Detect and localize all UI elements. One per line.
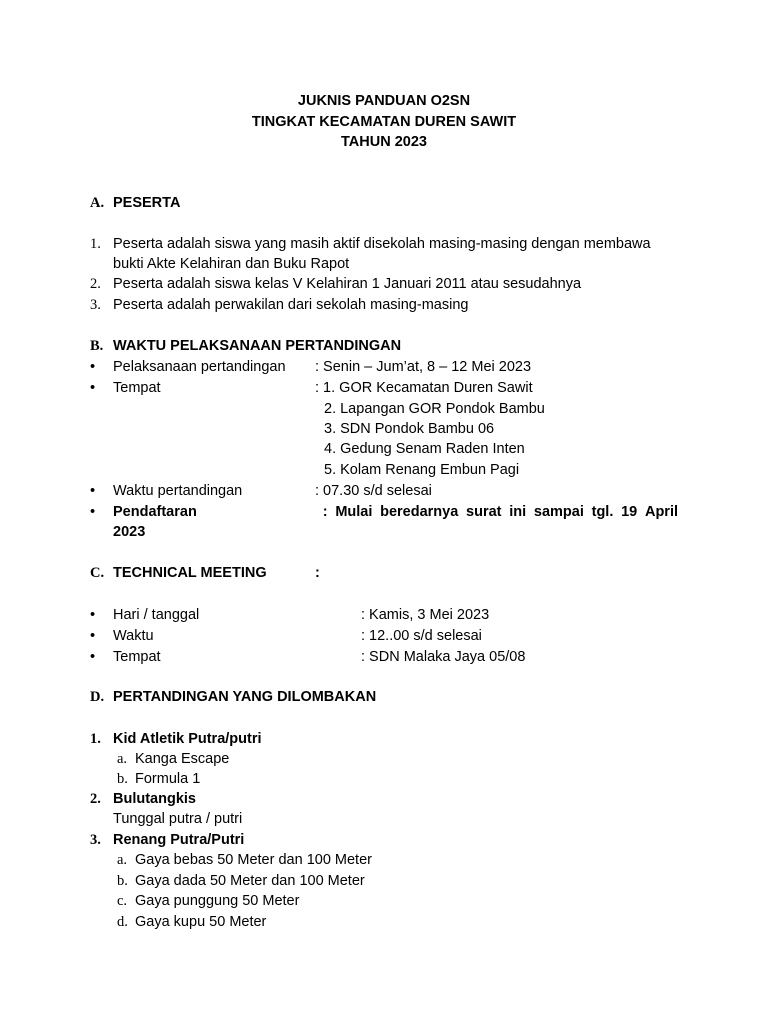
event-3-sub-a-marker: a. [117, 852, 128, 868]
event-1-name: Kid Atletik Putra/putri [113, 731, 262, 747]
event-3-name: Renang Putra/Putri [113, 832, 245, 848]
section-d-marker: D. [90, 689, 105, 705]
pendaftaran-label: Pendaftaran [113, 504, 197, 520]
event-1-sub-a: Kanga Escape [135, 751, 230, 767]
hari-tanggal-label: Hari / tanggal [113, 607, 200, 623]
waktu-label: Waktu [113, 628, 154, 644]
event-3-sub-d: Gaya kupu 50 Meter [135, 914, 267, 930]
bullet-icon: • [90, 380, 96, 396]
doc-title-line1: JUKNIS PANDUAN O2SN [297, 93, 471, 109]
pendaftaran-word: tgl. [591, 504, 614, 520]
pendaftaran-word: Mulai [335, 504, 373, 520]
event-1-sub-b: Formula 1 [135, 771, 201, 787]
event-3-sub-a: Gaya bebas 50 Meter dan 100 Meter [135, 852, 372, 868]
bullet-icon: • [90, 628, 96, 644]
bullet-icon: • [90, 483, 96, 499]
pendaftaran-line [113, 502, 678, 522]
pendaftaran-cont: 2023 [113, 524, 146, 540]
section-b-marker: B. [90, 338, 104, 354]
bullet-icon: • [90, 504, 96, 520]
event-3-sub-d-marker: d. [117, 914, 128, 930]
bullet-icon: • [90, 649, 96, 665]
doc-title-line3: TAHUN 2023 [341, 134, 427, 150]
tempat-meeting-label: Tempat [113, 649, 161, 665]
section-d-heading: PERTANDINGAN YANG DILOMBAKAN [113, 689, 377, 705]
pendaftaran-word: surat [466, 504, 502, 520]
venue-3: 3. SDN Pondok Bambu 06 [324, 421, 495, 437]
pendaftaran-word: April [644, 504, 678, 520]
event-2-name: Bulutangkis [113, 791, 196, 807]
section-a-item-2-text: Peserta adalah siswa kelas V Kelahiran 1 Januari 2011 atau sesudahnya [113, 276, 582, 292]
event-3-sub-b: Gaya dada 50 Meter dan 100 Meter [135, 873, 365, 889]
event-2-number: 2. [90, 791, 101, 807]
tempat-label: Tempat [113, 380, 161, 396]
event-3-sub-b-marker: b. [117, 873, 128, 889]
section-c-colon: : [315, 565, 320, 581]
tempat-meeting-value: : SDN Malaka Jaya 05/08 [361, 649, 526, 665]
event-3-sub-c: Gaya punggung 50 Meter [135, 893, 300, 909]
event-1-sub-b-marker: b. [117, 771, 128, 787]
event-1-sub-a-marker: a. [117, 751, 128, 767]
bullet-icon: • [90, 359, 96, 375]
venue-5: 5. Kolam Renang Embun Pagi [324, 462, 520, 478]
section-a-item-3-text: Peserta adalah perwakilan dari sekolah masing-masing [113, 297, 469, 313]
section-a-heading: PESERTA [113, 195, 181, 211]
waktu-value: : 12..00 s/d selesai [361, 628, 482, 644]
event-1-number: 1. [90, 731, 101, 747]
bullet-icon: • [90, 607, 96, 623]
section-a-item-1-text-cont: bukti Akte Kelahiran dan Buku Rapot [113, 256, 350, 272]
tempat-value: : 1. GOR Kecamatan Duren Sawit [315, 380, 533, 396]
section-a-item-3-number: 3. [90, 297, 101, 313]
section-a-item-1-text: Peserta adalah siswa yang masih aktif disekolah masing-masing dengan membawa [113, 236, 651, 252]
event-3-sub-c-marker: c. [117, 893, 128, 909]
event-3-number: 3. [90, 832, 101, 848]
section-c-heading: TECHNICAL MEETING [113, 565, 267, 581]
waktu-pertandingan-value: : 07.30 s/d selesai [315, 483, 432, 499]
section-b-heading: WAKTU PELAKSANAAN PERTANDINGAN [113, 338, 402, 354]
section-a-item-1-number: 1. [90, 236, 101, 252]
section-a-marker: A. [90, 195, 105, 211]
doc-title-line2: TINGKAT KECAMATAN DUREN SAWIT [251, 114, 517, 130]
pelaksanaan-label: Pelaksanaan pertandingan [113, 359, 286, 375]
hari-tanggal-value: : Kamis, 3 Mei 2023 [361, 607, 490, 623]
venue-2: 2. Lapangan GOR Pondok Bambu [324, 401, 545, 417]
pelaksanaan-value: : Senin – Jum’at, 8 – 12 Mei 2023 [315, 359, 532, 375]
section-c-marker: C. [90, 565, 105, 581]
pendaftaran-word: beredarnya [380, 504, 459, 520]
pendaftaran-block [113, 502, 678, 542]
waktu-pertandingan-label: Waktu pertandingan [113, 483, 243, 499]
event-2-note: Tunggal putra / putri [113, 811, 243, 827]
pendaftaran-word: ini [509, 504, 527, 520]
pendaftaran-word: sampai [533, 504, 584, 520]
venue-4: 4. Gedung Senam Raden Inten [324, 441, 525, 457]
section-a-item-2-number: 2. [90, 276, 101, 292]
pendaftaran-word: 19 [621, 504, 638, 520]
pendaftaran-word: : [322, 504, 328, 520]
